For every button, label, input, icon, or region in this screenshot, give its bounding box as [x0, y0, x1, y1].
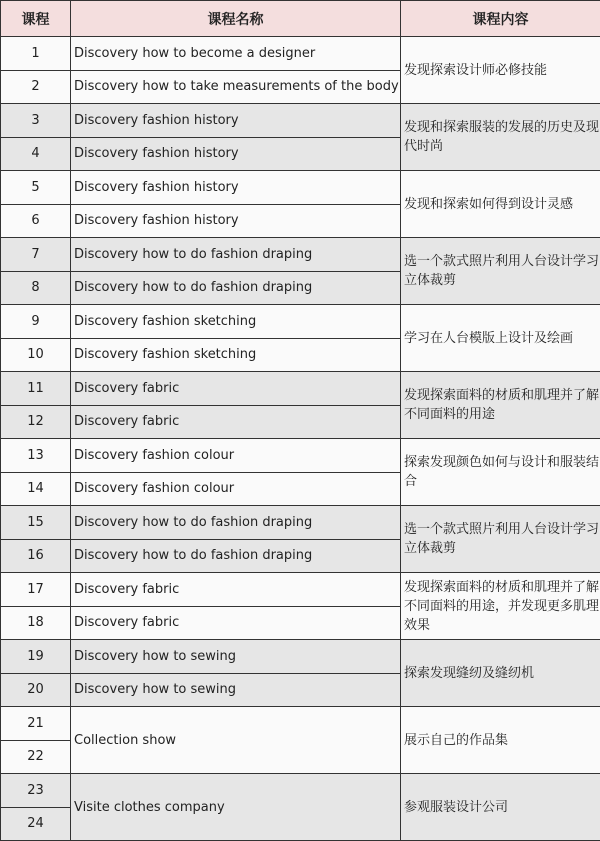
course-number: 23: [1, 774, 71, 808]
course-number: 18: [1, 606, 71, 640]
course-number: 24: [1, 807, 71, 841]
table-row: [1, 439, 600, 473]
course-number: 11: [1, 372, 71, 406]
course-name: Discovery how to sewing: [71, 673, 401, 707]
course-name: Discovery how to do fashion draping: [71, 271, 401, 305]
course-number: 4: [1, 137, 71, 171]
course-name: Discovery fabric: [71, 372, 401, 406]
course-number: 19: [1, 640, 71, 674]
course-number: 16: [1, 539, 71, 573]
course-number: 8: [1, 271, 71, 305]
header-course-content: 课程内容: [401, 1, 600, 37]
table-header-row: [1, 1, 600, 37]
course-name: Discovery fashion history: [71, 137, 401, 171]
course-content: 参观服装设计公司: [401, 774, 600, 841]
table-row: [1, 37, 600, 71]
course-name: Discovery fashion colour: [71, 439, 401, 473]
course-number: 14: [1, 472, 71, 506]
course-name: Discovery how to do fashion draping: [71, 539, 401, 573]
course-content: 探索发现缝纫及缝纫机: [401, 640, 600, 707]
table-row: [1, 171, 600, 205]
course-name: Discovery fashion history: [71, 204, 401, 238]
table-row: [1, 238, 600, 272]
table-row: [1, 640, 600, 674]
course-number: 15: [1, 506, 71, 540]
course-content: 发现和探索如何得到设计灵感: [401, 171, 600, 238]
course-content: 发现探索面料的材质和肌理并了解不同面料的用途，并发现更多肌理效果: [401, 573, 600, 640]
table-row: [1, 305, 600, 339]
course-number: 12: [1, 405, 71, 439]
table-row: [1, 707, 600, 741]
course-content: 发现探索设计师必修技能: [401, 37, 600, 104]
course-content: 学习在人台模版上设计及绘画: [401, 305, 600, 372]
table-row: [1, 506, 600, 540]
course-name: Discovery fashion history: [71, 171, 401, 205]
course-name: Discovery fashion sketching: [71, 338, 401, 372]
course-content: 选一个款式照片利用人台设计学习立体裁剪: [401, 506, 600, 573]
course-name: Discovery fashion colour: [71, 472, 401, 506]
course-content: 展示自己的作品集: [401, 707, 600, 774]
table-row: [1, 104, 600, 138]
course-name: Discovery fabric: [71, 573, 401, 607]
course-number: 21: [1, 707, 71, 741]
course-content: 发现和探索服装的发展的历史及现代时尚: [401, 104, 600, 171]
course-number: 3: [1, 104, 71, 138]
course-name: Discovery how to do fashion draping: [71, 238, 401, 272]
course-name: Discovery fashion history: [71, 104, 401, 138]
course-name: Discovery how to become a designer: [71, 37, 401, 71]
course-content: 发现探索面料的材质和肌理并了解不同面料的用途: [401, 372, 600, 439]
course-number: 2: [1, 70, 71, 104]
course-number: 20: [1, 673, 71, 707]
table-body: [1, 37, 600, 841]
course-name: Discovery fabric: [71, 405, 401, 439]
course-name: Discovery fashion sketching: [71, 305, 401, 339]
course-number: 17: [1, 573, 71, 607]
course-name: Collection show: [71, 707, 401, 774]
course-number: 7: [1, 238, 71, 272]
course-name: Visite clothes company: [71, 774, 401, 841]
course-number: 6: [1, 204, 71, 238]
table-row: [1, 774, 600, 808]
course-name: Discovery how to take measurements of the body: [71, 70, 401, 104]
table-row: [1, 573, 600, 607]
course-number: 22: [1, 740, 71, 774]
header-course-number: 课程: [1, 1, 71, 37]
course-number: 5: [1, 171, 71, 205]
course-name: Discovery fabric: [71, 606, 401, 640]
course-number: 10: [1, 338, 71, 372]
course-number: 13: [1, 439, 71, 473]
course-name: Discovery how to sewing: [71, 640, 401, 674]
course-number: 1: [1, 37, 71, 71]
table-row: [1, 372, 600, 406]
course-number: 9: [1, 305, 71, 339]
course-content: 选一个款式照片利用人台设计学习立体裁剪: [401, 238, 600, 305]
course-content: 探索发现颜色如何与设计和服装结合: [401, 439, 600, 506]
course-name: Discovery how to do fashion draping: [71, 506, 401, 540]
header-course-name: 课程名称: [71, 1, 401, 37]
